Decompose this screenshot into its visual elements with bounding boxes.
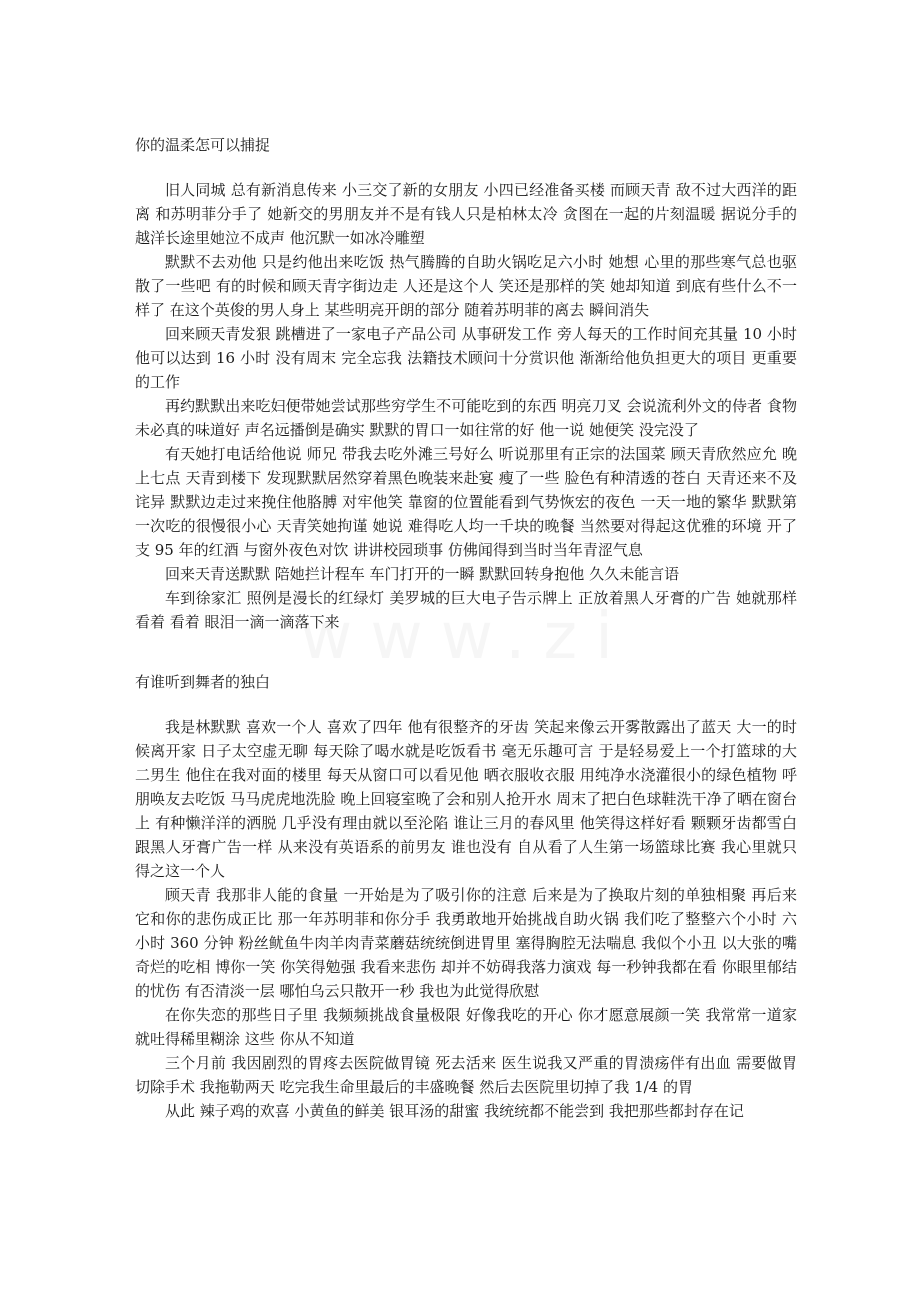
section-2-title: 有谁听到舞者的独白 <box>135 673 271 691</box>
paragraph: 在你失恋的那些日子里 我频频挑战食量极限 好像我吃的开心 你才愿意展颜一笑 我常常一道家就吐得稀里糊涂 这些 你从不知道 <box>135 1006 797 1048</box>
paragraph: 三个月前 我因剧烈的胃疼去医院做胃镜 死去活来 医生说我又严重的胃溃疡伴有出血 需要做胃切除手术 我拖勒两天 吃完我生命里最后的丰盛晚餐 然后去医院里切掉了我 1/4 的胃 <box>135 1054 797 1096</box>
section-2 <box>135 670 797 1123</box>
section-2-body <box>135 715 797 1123</box>
paragraph: 再约默默出来吃妇便带她尝试那些穷学生不可能吃到的东西 明亮刀叉 会说流利外文的侍者 食物未必真的味道好 声名远播倒是确实 默默的胃口一如往常的好 他一说 她便笑 没完没了 <box>135 397 797 439</box>
paragraph: 旧人同城 总有新消息传来 小三交了新的女朋友 小四已经准备买楼 而顾天青 敌不过大西洋的距离 和苏明菲分手了 她新交的男朋友并不是有钱人只是柏林太冷 贪图在一起的片刻温暖 据说分手的越洋长途里她泣不成声 他沉默一如冰冷雕塑 <box>135 181 797 247</box>
document-page <box>135 133 797 1123</box>
paragraph: 顾天青 我那非人能的食量 一开始是为了吸引你的注意 后来是为了换取片刻的单独相聚 再后来 它和你的悲伤成正比 那一年苏明菲和你分手 我勇敢地开始挑战自助火锅 我们吃了整整六个小时 六小时 360 分钟 粉丝鱿鱼牛肉羊肉青菜蘑菇统统倒进胃里 塞得胸腔无法喘息 我似个小丑 以大张的嘴 奇烂的吃相 博你一笑 你笑得勉强 我看来悲伤 却并不妨碍我落力演戏 每一秒钟我都在看 你眼里郁结的忧伤 有否清淡一层 哪怕乌云只散开一秒 我也为此觉得欣慰 <box>135 886 797 1000</box>
section-1-title: 你的温柔怎可以捕捉 <box>135 136 271 154</box>
paragraph: 车到徐家汇 照例是漫长的红绿灯 美罗城的巨大电子告示牌上 正放着黑人牙膏的广告 她就那样看着 看着 眼泪一滴一滴落下来 <box>135 589 797 631</box>
paragraph: 从此 辣子鸡的欢喜 小黄鱼的鲜美 银耳汤的甜蜜 我统统都不能尝到 我把那些都封存在记 <box>165 1102 744 1120</box>
paragraph: 我是林默默 喜欢一个人 喜欢了四年 他有很整齐的牙齿 笑起来像云开雾散露出了蓝天 大一的时候离开家 日子太空虚无聊 每天除了喝水就是吃饭看书 毫无乐趣可言 于是轻易爱上一个打篮球的大二男生 他住在我对面的楼里 每天从窗口可以看见他 晒衣服收衣服 用纯净水浇灌很小的绿色植物 呼朋唤友去吃饭 马马虎虎地洗脸 晚上回寝室晚了会和别人抢开水 周末了把白色球鞋洗干净了晒在窗台上 有种懒洋洋的洒脱 几乎没有理由就以至沦陷 谁让三月的春风里 他笑得这样好看 颗颗牙齿都雪白 跟黑人牙膏广告一样 从来没有英语系的前男友 谁也没有 自从看了人生第一场篮球比赛 我心里就只得之这一个人 <box>135 718 797 880</box>
paragraph: 默默不去劝他 只是约他出来吃饭 热气腾腾的自助火锅吃足六小时 她想 心里的那些寒气总也驱散了一些吧 有的时候和顾天青字街边走 人还是这个人 笑还是那样的笑 她却知道 到底有些什么不一样了 在这个英俊的男人身上 某些明亮开朗的部分 随着苏明菲的离去 瞬间消失 <box>135 253 797 319</box>
paragraph: 回来天青送默默 陪她拦计程车 车门打开的一瞬 默默回转身抱他 久久未能言语 <box>165 565 680 583</box>
section-1-body <box>135 178 797 634</box>
paragraph: 回来顾天青发狠 跳槽进了一家电子产品公司 从事研发工作 旁人每天的工作时间充其量 10 小时 他可以达到 16 小时 没有周末 完全忘我 法籍技术顾问十分赏识他 渐渐给他负担更大的项目 更重要的工作 <box>135 325 797 391</box>
paragraph: 有天她打电话给他说 师兄 带我去吃外滩三号好么 听说那里有正宗的法国菜 顾天青欣然应允 晚上七点 天青到楼下 发现默默居然穿着黑色晚装来赴宴 瘦了一些 脸色有种清透的苍白 天青还来不及诧异 默默边走过来挽住他胳膊 对牢他笑 靠窗的位置能看到气势恢宏的夜色 一天一地的繁华 默默第一次吃的很慢很小心 天青笑她拘谨 她说 难得吃人均一千块的晚餐 当然要对得起这优雅的环境 开了支 95 年的红酒 与窗外夜色对饮 讲讲校园琐事 仿佛闻得到当时当年青涩气息 <box>135 445 797 559</box>
